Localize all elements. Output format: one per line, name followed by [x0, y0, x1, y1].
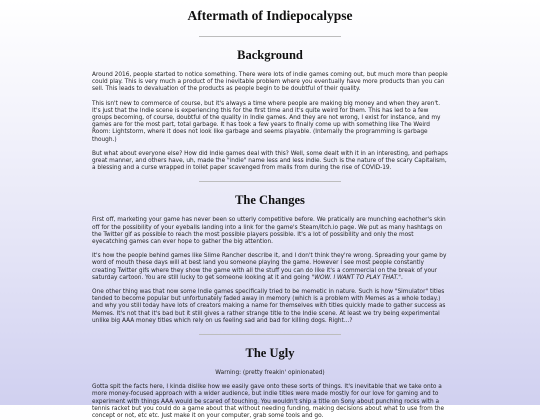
paragraph-text: It's how the people behind games like Slime Rancher describe it, and I don't think they're wrong. Spreading your game by word of mouth these days will at best land you someone playing the game. However I see most people constantly creating Twitter gifs where they show the game with all the stuff you can do like it's a commercial on the break of your saturday cartoon. You are still lucky to get someone looking at it and going — [92, 253, 447, 281]
section-heading: The Changes — [235, 193, 305, 208]
paragraph: Around 2016, people started to notice something. There were lots of indie games coming out, but much more than people could play. This is very much a product of the inevitable problem where you eventually have more products than you can sell. This leads to devaluation of the products as people begin to be doubtful of their quality. — [92, 72, 448, 93]
paragraph: One other thing was that now some Indie games specifically tried to be memetic in nature. Such is how "Simulator" titles tended to become popular but unfortunately faded away in memory (which is a problem with Memes as a whole today.) and why you still today have lots of creators making a name for themselves with titles quickly made to gather success as Memes. It's not that it's bad but it still gives a rather strange title to the Indie scene. At least we try being experimental unlike big AAA money titles which rely on us feeling sad and bad for killing dogs. Right...? — [92, 289, 446, 324]
paragraph: This isn't new to commerce of course, but it's always a time where people are making big money and when they aren't. It's just that the Indie scene is experiencing this for the first time and it's quite weird for them. This has led to a few groups becoming, of course, doubtful of the quality in Indie games. And they are not wrong, I exist for instance, and my games are for the most part, total garbage. It has took a few years to finally come up with something like The Weird Room: Lightstorm, where it does not look like garbage and seems playable. (Internally the programming is garbage though.) — [92, 100, 441, 143]
section-heading: The Ugly — [245, 346, 295, 361]
section-the-ugly — [92, 346, 448, 420]
quote-text: "WOW. I WANT TO PLAY THAT." — [311, 274, 401, 281]
section-background — [92, 48, 448, 172]
section-heading: Background — [237, 48, 303, 62]
paragraph: But what about everyone else? How did Indie games deal with this? Well, some dealt with it in an interesting, and perhaps great manner, and others have, uh, made the "indie" name less and less indie. Such is the nature of the scary Capitalism, a blessing and a curse wrapped in toilet paper scavenged from malls from during the rise of COVID-19. — [92, 150, 448, 172]
section-the-changes — [92, 193, 448, 325]
page-title: Aftermath of Indiepocalypse — [187, 8, 353, 23]
divider — [199, 334, 341, 335]
quote-suffix: . — [400, 274, 403, 281]
paragraph-with-quote — [92, 253, 448, 282]
warning-text: Warning: (pretty freakin' opinionated) — [215, 370, 325, 377]
divider — [199, 181, 341, 182]
divider — [199, 36, 341, 37]
article — [92, 0, 448, 420]
paragraph: First off, marketing your game has never been so utterly competitive before. We pratically are munching eachother's skin off for the possibility of your eyeballs landing into a link for the game's Steam/Itch.io page. We put as many hashtags on the Twitter gif as possible to reach the most possible players possible. It's a lot of possibility and only the most eyecatching games can ever hope to gather the big attention. — [92, 217, 446, 246]
paragraph: Gotta spit the facts here, I kinda dislike how we easily gave onto these sorts of things. It's inevitable that we take onto a more money-focused approach with a wider audience, but indie titles were made mostly for our love for gaming and to experiment with things AAA would be scared of touching. You wouldn't ship a title on Sony about punching rocks with a tennis racket but you could do a game about that without needing funding, making decisions about what to use from the concept or not, etc etc. Just make it on your computer, grab some tools and go. — [92, 384, 445, 420]
